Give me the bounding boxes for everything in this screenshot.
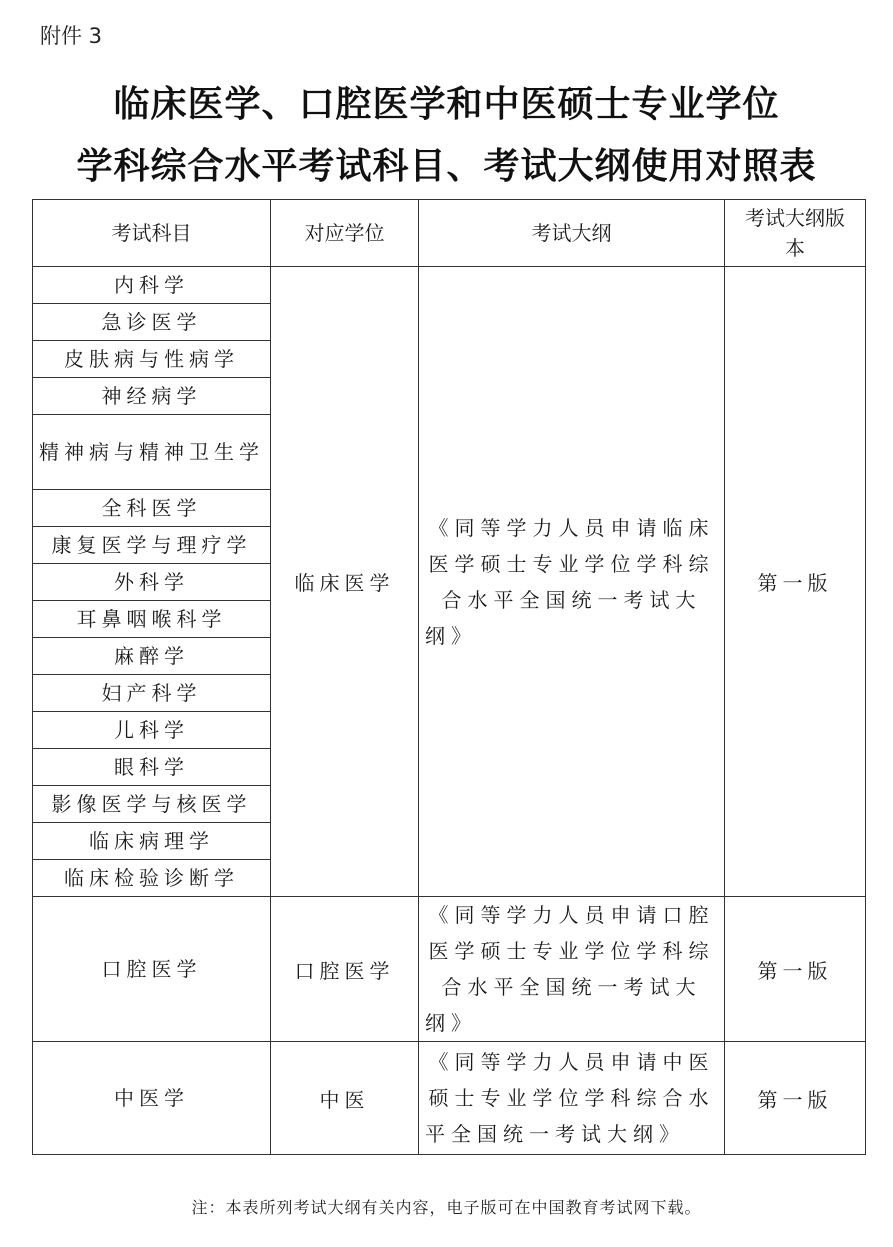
attachment-label: 附件 3 <box>40 24 103 48</box>
footnote: 注：本表所列考试大纲有关内容，电子版可在中国教育考试网下载。 <box>191 1198 702 1217</box>
document-title-line-2: 学科综合水平考试科目、考试大纲使用对照表 <box>76 145 817 187</box>
subject-cell: 外科学 <box>33 564 271 601</box>
subject-cell: 麻醉学 <box>33 638 271 675</box>
subject-cell: 妇产科学 <box>33 675 271 712</box>
subject-cell: 临床病理学 <box>33 823 271 860</box>
outline-cell-clinical: 《同等学力人员申请临床医学硕士专业学位学科综合水平全国统一考试大纲》 <box>419 267 725 897</box>
version-cell-clinical: 第一版 <box>725 267 866 897</box>
subject-cell: 皮肤病与性病学 <box>33 341 271 378</box>
subject-cell: 眼科学 <box>33 749 271 786</box>
subject-cell: 急诊医学 <box>33 304 271 341</box>
subject-cell: 耳鼻咽喉科学 <box>33 601 271 638</box>
table-row-oral <box>33 897 866 1042</box>
header-degree: 对应学位 <box>271 200 419 267</box>
degree-cell-tcm: 中医 <box>271 1042 419 1155</box>
version-cell-oral: 第一版 <box>725 897 866 1042</box>
header-outline: 考试大纲 <box>419 200 725 267</box>
table-row-tcm <box>33 1042 866 1155</box>
subject-cell: 中医学 <box>33 1042 271 1155</box>
subject-cell: 临床检验诊断学 <box>33 860 271 897</box>
outline-cell-oral: 《同等学力人员申请口腔医学硕士专业学位学科综合水平全国统一考试大纲》 <box>419 897 725 1042</box>
table-row <box>33 267 866 304</box>
exam-outline-table <box>32 199 866 1155</box>
subject-cell: 影像医学与核医学 <box>33 786 271 823</box>
subject-cell: 儿科学 <box>33 712 271 749</box>
header-subject: 考试科目 <box>33 200 271 267</box>
subject-cell: 康复医学与理疗学 <box>33 527 271 564</box>
subject-cell: 口腔医学 <box>33 897 271 1042</box>
subject-cell: 神经病学 <box>33 378 271 415</box>
document-title-line-1: 临床医学、口腔医学和中医硕士专业学位 <box>113 83 780 125</box>
header-version: 考试大纲版本 <box>725 200 866 267</box>
outline-cell-tcm: 《同等学力人员申请中医硕士专业学位学科综合水平全国统一考试大纲》 <box>419 1042 725 1155</box>
subject-cell: 内科学 <box>33 267 271 304</box>
degree-cell-clinical: 临床医学 <box>271 267 419 897</box>
version-cell-tcm: 第一版 <box>725 1042 866 1155</box>
table-header-row <box>33 200 866 267</box>
subject-cell: 全科医学 <box>33 490 271 527</box>
degree-cell-oral: 口腔医学 <box>271 897 419 1042</box>
subject-cell: 精神病与精神卫生学 <box>33 415 271 490</box>
